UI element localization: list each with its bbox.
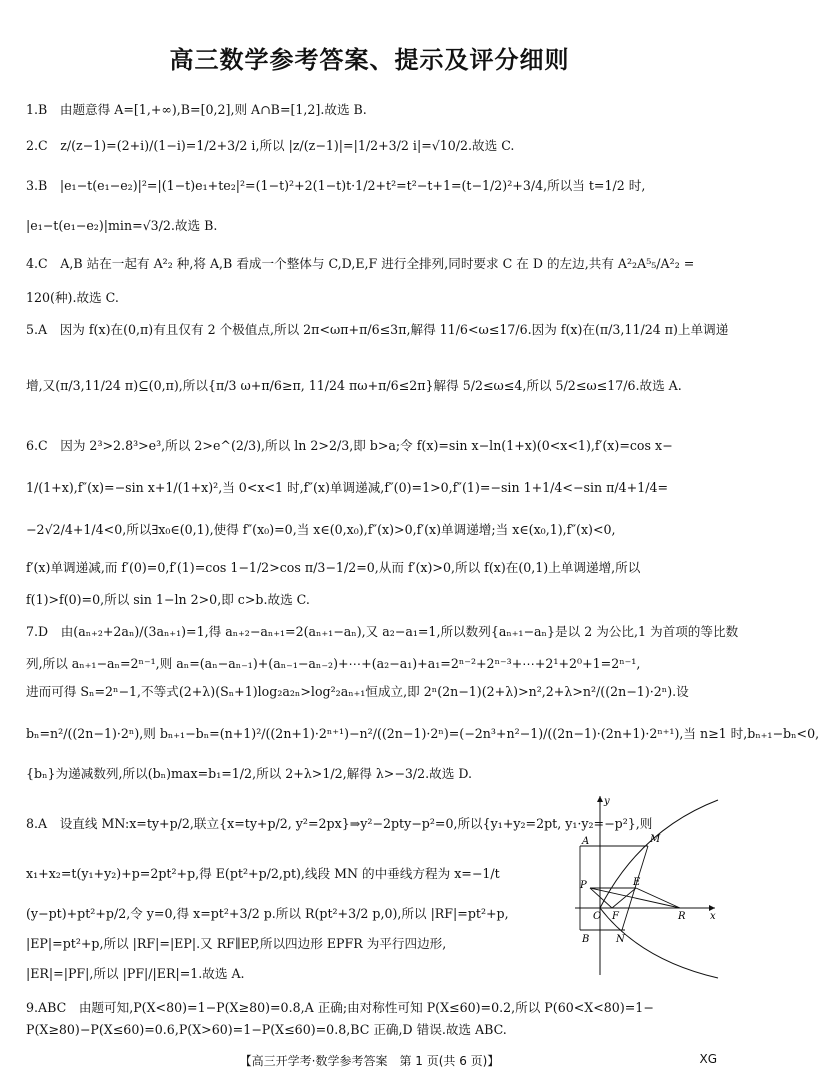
fig-label: y [604,796,610,807]
page-title: 高三数学参考答案、提示及评分细则 [169,46,570,74]
fig-label: B [582,934,590,945]
answer-line: 120(种).故选 C. [26,290,119,305]
answer-line: 增,又(π/3,11/24 π)⊆(0,π),所以{π/3 ω+π/6≥π, 11/24 πω+π/6≤2π}解得 5/2≤ω≤4,所以 5/2≤ω≤17/6.故选 A. [26,378,682,393]
answer-line: 1.B 由题意得 A=[1,+∞),B=[0,2],则 A∩B=[1,2].故选 B. [26,102,367,117]
corner-mark: XG [699,1052,717,1066]
answer-line: 4.C A,B 站在一起有 A²₂ 种,将 A,B 看成一个整体与 C,D,E,F 进行全排列,同时要求 C 在 D 的左边,共有 A²₂A⁵₅/A²₂ = [26,256,695,271]
answer-line: 1/(1+x),f″(x)=−sin x+1/(1+x)²,当 0<x<1 时,f″(x)单调递减,f″(0)=1>0,f″(1)=−sin 1+1/4<−sin π/4+1/4= [26,480,669,495]
answer-line: (y−pt)+pt²+p/2,令 y=0,得 x=pt²+3/2 p.所以 R(pt²+3/2 p,0),所以 |RF|=pt²+p, [26,906,509,921]
fig-label: A [582,836,590,847]
answer-line: P(X≥80)−P(X≤60)=0.6,P(X>60)=1−P(X≤60)=0.8,BC 正确,D 错误.故选 ABC. [26,1022,507,1037]
answer-line: 7.D 由(aₙ₊₂+2aₙ)/(3aₙ₊₁)=1,得 aₙ₊₂−aₙ₊₁=2(aₙ₊₁−aₙ),又 a₂−a₁=1,所以数列{aₙ₊₁−aₙ}是以 2 为公比,1 为首项的等比数 [26,624,739,639]
answer-line: |e₁−t(e₁−e₂)|min=√3/2.故选 B. [26,218,218,233]
answer-line: 进而可得 Sₙ=2ⁿ−1,不等式(2+λ)(Sₙ+1)log₂a₂ₙ>log²₂aₙ₊₁恒成立,即 2ⁿ(2n−1)(2+λ)>n²,2+λ>n²/((2n−1)·2ⁿ).设 [26,684,689,699]
answer-line: 3.B |e₁−t(e₁−e₂)|²=|(1−t)e₁+te₂|²=(1−t)²+2(1−t)t·1/2+t²=t²−t+1=(t−1/2)²+3/4,所以当 t=1/2 时, [26,178,646,193]
fig-label: x [710,911,716,922]
answer-line: x₁+x₂=t(y₁+y₂)+p=2pt²+p,得 E(pt²+p/2,pt),线段 MN 的中垂线方程为 x=−1/t [26,866,500,881]
parabola-figure [570,790,720,980]
answer-line: f(1)>f(0)=0,所以 sin 1−ln 2>0,即 c>b.故选 C. [26,592,310,607]
fig-label: E [633,877,641,888]
fig-label: F [612,911,619,922]
fig-label: R [678,911,686,922]
answer-line: |ER|=|PF|,所以 |PF|/|ER|=1.故选 A. [26,966,245,981]
answer-line: 列,所以 aₙ₊₁−aₙ=2ⁿ⁻¹,则 aₙ=(aₙ−aₙ₋₁)+(aₙ₋₁−aₙ₋₂)+⋯+(a₂−a₁)+a₁=2ⁿ⁻²+2ⁿ⁻³+⋯+2¹+2⁰+1=2ⁿ⁻¹, [26,656,641,671]
answer-line: bₙ=n²/((2n−1)·2ⁿ),则 bₙ₊₁−bₙ=(n+1)²/((2n+1)·2ⁿ⁺¹)−n²/((2n−1)·2ⁿ)=(−2n³+n²−1)/((2n−1)·(2n+1)·2ⁿ⁺¹),当 n≥1 时,bₙ₊₁−bₙ<0, [26,726,819,741]
answer-line: 5.A 因为 f(x)在(0,π)有且仅有 2 个极值点,所以 2π<ωπ+π/6≤3π,解得 11/6<ω≤17/6.因为 f(x)在(π/3,11/24 π)上单调递 [26,322,729,337]
fig-label: P [580,880,587,891]
fig-label: M [650,834,661,845]
answer-line: −2√2/4+1/4<0,所以∃x₀∈(0,1),使得 f″(x₀)=0,当 x∈(0,x₀),f″(x)>0,f′(x)单调递增;当 x∈(x₀,1),f″(x)<0, [26,522,616,537]
fig-label: O [593,911,602,922]
answer-line: 8.A 设直线 MN:x=ty+p/2,联立{x=ty+p/2, y²=2px}⇒y²−2pty−p²=0,所以{y₁+y₂=2pt, y₁·y₂=−p²},则 [26,816,653,831]
answer-line: {bₙ}为递减数列,所以(bₙ)max=b₁=1/2,所以 2+λ>1/2,解得 λ>−3/2.故选 D. [26,766,473,781]
answer-line: 9.ABC 由题可知,P(X<80)=1−P(X≥80)=0.8,A 正确;由对称性可知 P(X≤60)=0.2,所以 P(60<X<80)=1− [26,1000,654,1015]
fig-label: N [616,934,625,945]
page-footer: 【高三开学考·数学参考答案 第 1 页(共 6 页)】 [239,1054,500,1068]
answer-line: |EP|=pt²+p,所以 |RF|=|EP|.又 RF∥EP,所以四边形 EPFR 为平行四边形, [26,936,447,951]
answer-line: 6.C 因为 2³>2.8³>e³,所以 2>e^(2/3),所以 ln 2>2/3,即 b>a;令 f(x)=sin x−ln(1+x)(0<x<1),f′(x)=cos x− [26,438,673,453]
answer-line: f′(x)单调递减,而 f′(0)=0,f′(1)=cos 1−1/2>cos π/3−1/2=0,从而 f′(x)>0,所以 f(x)在(0,1)上单调递增,所以 [26,560,641,575]
answer-line: 2.C z/(z−1)=(2+i)/(1−i)=1/2+3/2 i,所以 |z/(z−1)|=|1/2+3/2 i|=√10/2.故选 C. [26,138,515,153]
